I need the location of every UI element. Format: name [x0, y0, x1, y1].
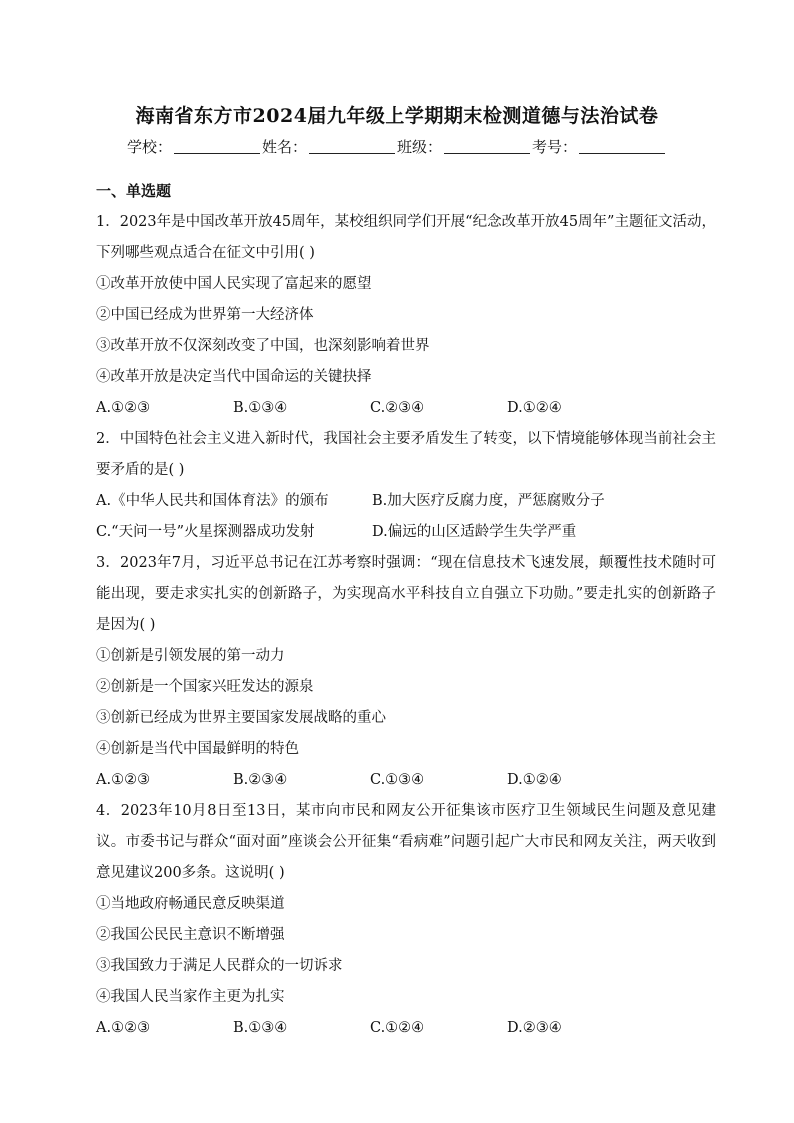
choice-d[interactable]: D.偏远的山区适龄学生失学严重 [372, 524, 577, 540]
question-stem: 3．2023年7月，习近平总书记在江苏考察时强调：“现在信息技术飞速发展，颠覆性技术随时可能出现，要走求实扎实的创新路子，为实现高水平科技自立自强立下功勋。”要走扎实的创新路子是因为( ) [96, 555, 716, 633]
answer-choices [96, 1013, 716, 1044]
statement: ②我国公民民主意识不断增强 [96, 927, 285, 943]
choice-c[interactable]: C.①②④ [370, 1020, 425, 1036]
name-blank[interactable] [309, 139, 395, 154]
statement: ④我国人民当家作主更为扎实 [96, 989, 285, 1005]
student-info-row [0, 136, 794, 157]
choice-b[interactable]: B.加大医疗反腐力度，严惩腐败分子 [372, 493, 605, 509]
statement: ①当地政府畅通民意反映渠道 [96, 896, 285, 912]
statement: ③创新已经成为世界主要国家发展战略的重心 [96, 710, 386, 726]
choice-b[interactable]: B.①③④ [233, 1020, 288, 1036]
exam-title: 海南省东方市2024届九年级上学期期末检测道德与法治试卷 [135, 105, 659, 127]
choice-c[interactable]: C.②③④ [370, 400, 425, 416]
choice-b[interactable]: B.①③④ [233, 400, 288, 416]
class-field: 班级： [397, 136, 532, 157]
question-stem: 2．中国特色社会主义进入新时代，我国社会主要矛盾发生了转变，以下情境能够体现当前社会主要矛盾的是( ) [96, 431, 716, 478]
answer-choices [96, 486, 716, 548]
question-stem: 1．2023年是中国改革开放45周年，某校组织同学们开展“纪念改革开放45周年”主题征文活动，下列哪些观点适合在征文中引用( ) [96, 214, 716, 261]
choice-d[interactable]: D.②③④ [507, 1020, 562, 1036]
question-1 [96, 207, 716, 424]
choice-c[interactable]: C.“天问一号”火星探测器成功发射 [96, 524, 315, 540]
name-field: 姓名： [262, 136, 397, 157]
class-blank[interactable] [444, 139, 530, 154]
question-2 [96, 424, 716, 548]
statement: ①创新是引领发展的第一动力 [96, 648, 285, 664]
choice-d[interactable]: D.①②④ [507, 772, 562, 788]
choice-c[interactable]: C.①③④ [370, 772, 425, 788]
choice-d[interactable]: D.①②④ [507, 400, 562, 416]
answer-choices [96, 765, 716, 796]
question-stem: 4．2023年10月8日至13日，某市向市民和网友公开征集该市医疗卫生领域民生问题及意见建议。市委书记与群众“面对面”座谈会公开征集“看病难”问题引起广大市民和网友关注，两天收到意见建议200多条。这说明( ) [96, 803, 716, 881]
school-blank[interactable] [174, 139, 260, 154]
section-heading: 一、单选题 [96, 182, 172, 200]
answer-choices [96, 393, 716, 424]
exam-number-blank[interactable] [579, 139, 665, 154]
statement: ④改革开放是决定当代中国命运的关键抉择 [96, 369, 372, 385]
choice-a[interactable]: A.①②③ [96, 1020, 151, 1036]
statement: ②中国已经成为世界第一大经济体 [96, 307, 314, 323]
choice-a[interactable]: A.①②③ [96, 772, 151, 788]
statement: ④创新是当代中国最鲜明的特色 [96, 741, 299, 757]
school-field: 学校： [127, 136, 262, 157]
statement: ③改革开放不仅深刻改变了中国，也深刻影响着世界 [96, 338, 430, 354]
choice-b[interactable]: B.②③④ [233, 772, 288, 788]
choice-a[interactable]: A.《中华人民共和国体育法》的颁布 [96, 493, 329, 509]
choice-a[interactable]: A.①②③ [96, 400, 151, 416]
exam-number-field: 考号： [532, 136, 667, 157]
question-4 [96, 796, 716, 1044]
questions-area [96, 180, 716, 1044]
statement: ③我国致力于满足人民群众的一切诉求 [96, 958, 343, 974]
question-3 [96, 548, 716, 796]
statement: ①改革开放使中国人民实现了富起来的愿望 [96, 276, 372, 292]
statement: ②创新是一个国家兴旺发达的源泉 [96, 679, 314, 695]
